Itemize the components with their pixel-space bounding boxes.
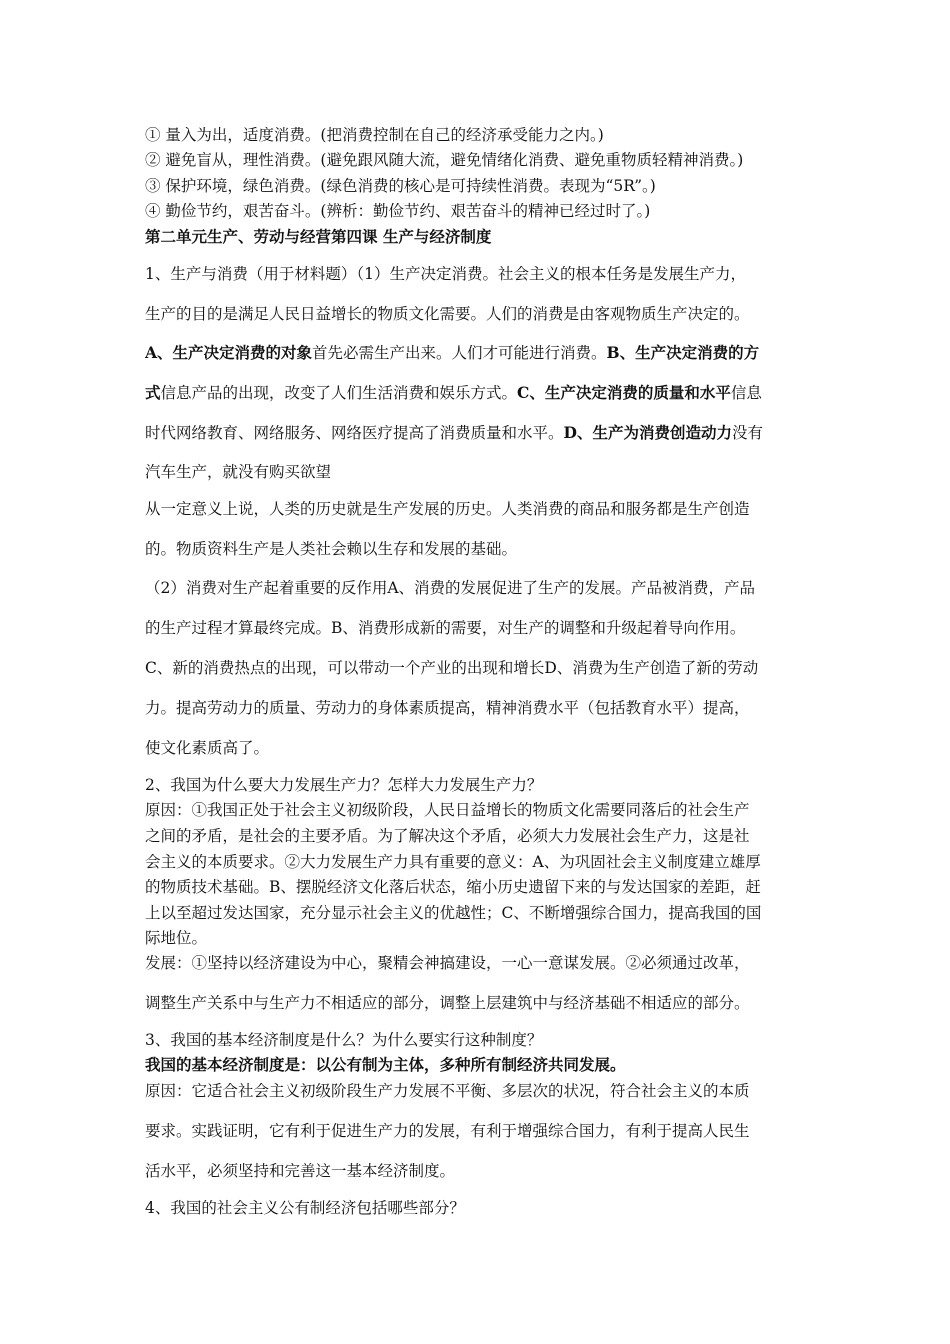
paragraph-line: 上以至超过发达国家，充分显示社会主义的优越性；C、不断增强综合国力，提高我国的国 xyxy=(145,904,762,922)
section-heading: 第二单元生产、劳动与经营第四课 生产与经济制度 xyxy=(145,227,492,246)
bold-phrase: B、生产决定消费的方 xyxy=(606,343,760,362)
bold-statement: 我国的基本经济制度是：以公有制为主体，多种所有制经济共同发展。 xyxy=(145,1055,626,1074)
paragraph-line: 际地位。 xyxy=(145,929,208,947)
paragraph-line: 从一定意义上说，人类的历史就是生产发展的历史。人类消费的商品和服务都是生产创造 xyxy=(145,500,750,518)
paragraph-line: 汽车生产，就没有购买欲望 xyxy=(145,463,332,481)
paragraph-line xyxy=(145,343,815,363)
bold-phrase: A、生产决定消费的对象 xyxy=(145,343,313,362)
paragraph-line: 的。物质资料生产是人类社会赖以生存和发展的基础。 xyxy=(145,540,518,558)
paragraph-line: （2）消费对生产起着重要的反作用A、消费的发展促进了生产的发展。产品被消费，产品 xyxy=(145,579,756,597)
paragraph-line: 原因：①我国正处于社会主义初级阶段，人民日益增长的物质文化需要同落后的社会生产 xyxy=(145,801,750,819)
paragraph-line xyxy=(145,423,815,443)
paragraph-line xyxy=(145,383,815,403)
bold-phrase: 式 xyxy=(145,383,161,402)
paragraph-line: 的生产过程才算最终完成。B、消费形成新的需要，对生产的调整和升级起着导向作用。 xyxy=(145,619,746,637)
bold-phrase: D、生产为消费创造动力 xyxy=(563,423,732,442)
paragraph-line: 要求。实践证明，它有利于促进生产力的发展，有利于增强综合国力，有利于提高人民生 xyxy=(145,1122,750,1140)
paragraph-line: 的物质技术基础。B、摆脱经济文化落后状态，缩小历史遗留下来的与发达国家的差距，赶 xyxy=(145,878,761,896)
paragraph-line: C、新的消费热点的出现，可以带动一个产业的出现和增长D、消费为生产创造了新的劳动 xyxy=(145,659,759,677)
list-item-3: ③ 保护环境，绿色消费。(绿色消费的核心是可持续性消费。表现为“5R”。) xyxy=(145,177,656,195)
text-run: 信息产品的出现，改变了人们生活消费和娱乐方式。 xyxy=(160,384,518,402)
paragraph-line: 发展：①坚持以经济建设为中心，聚精会神搞建设，一心一意谋发展。②必须通过改革， xyxy=(145,954,750,972)
text-run: 首先必需生产出来。人们才可能进行消费。 xyxy=(312,344,607,362)
paragraph-line: 力。提高劳动力的质量、劳动力的身体素质提高，精神消费水平（包括教育水平）提高， xyxy=(145,699,750,717)
paragraph-line: 活水平，必须坚持和完善这一基本经济制度。 xyxy=(145,1162,456,1180)
bold-phrase: C、生产决定消费的质量和水平 xyxy=(517,383,731,402)
text-run: 信息 xyxy=(730,384,762,402)
text-run: 没有 xyxy=(731,424,763,442)
paragraph-line: 使文化素质高了。 xyxy=(145,739,270,757)
list-item-2: ② 避免盲从，理性消费。(避免跟风随大流，避免情绪化消费、避免重物质轻精神消费。) xyxy=(145,151,744,169)
question-heading: 3、我国的基本经济制度是什么？为什么要实行这种制度？ xyxy=(145,1031,543,1049)
paragraph-line: 之间的矛盾，是社会的主要矛盾。为了解决这个矛盾，必须大力发展社会生产力，这是社 xyxy=(145,827,750,845)
list-item-4: ④ 勤俭节约，艰苦奋斗。(辨析：勤俭节约、艰苦奋斗的精神已经过时了。) xyxy=(145,202,651,220)
question-heading: 2、我国为什么要大力发展生产力？怎样大力发展生产力？ xyxy=(145,776,543,794)
question-heading: 4、我国的社会主义公有制经济包括哪些部分？ xyxy=(145,1199,465,1217)
paragraph-line: 原因：它适合社会主义初级阶段生产力发展不平衡、多层次的状况，符合社会主义的本质 xyxy=(145,1082,750,1100)
text-run: 时代网络教育、网络服务、网络医疗提高了消费质量和水平。 xyxy=(145,424,564,442)
paragraph-line: 会主义的本质要求。②大力发展生产力具有重要的意义：A、为巩固社会主义制度建立雄厚 xyxy=(145,853,761,871)
list-item-1: ① 量入为出，适度消费。(把消费控制在自己的经济承受能力之内。) xyxy=(145,126,604,144)
paragraph-line: 调整生产关系中与生产力不相适应的部分，调整上层建筑中与经济基础不相适应的部分。 xyxy=(145,994,750,1012)
paragraph-line: 1、生产与消费（用于材料题）（1）生产决定消费。社会主义的根本任务是发展生产力， xyxy=(145,265,746,283)
paragraph-line: 生产的目的是满足人民日益增长的物质文化需要。人们的消费是由客观物质生产决定的。 xyxy=(145,305,750,323)
